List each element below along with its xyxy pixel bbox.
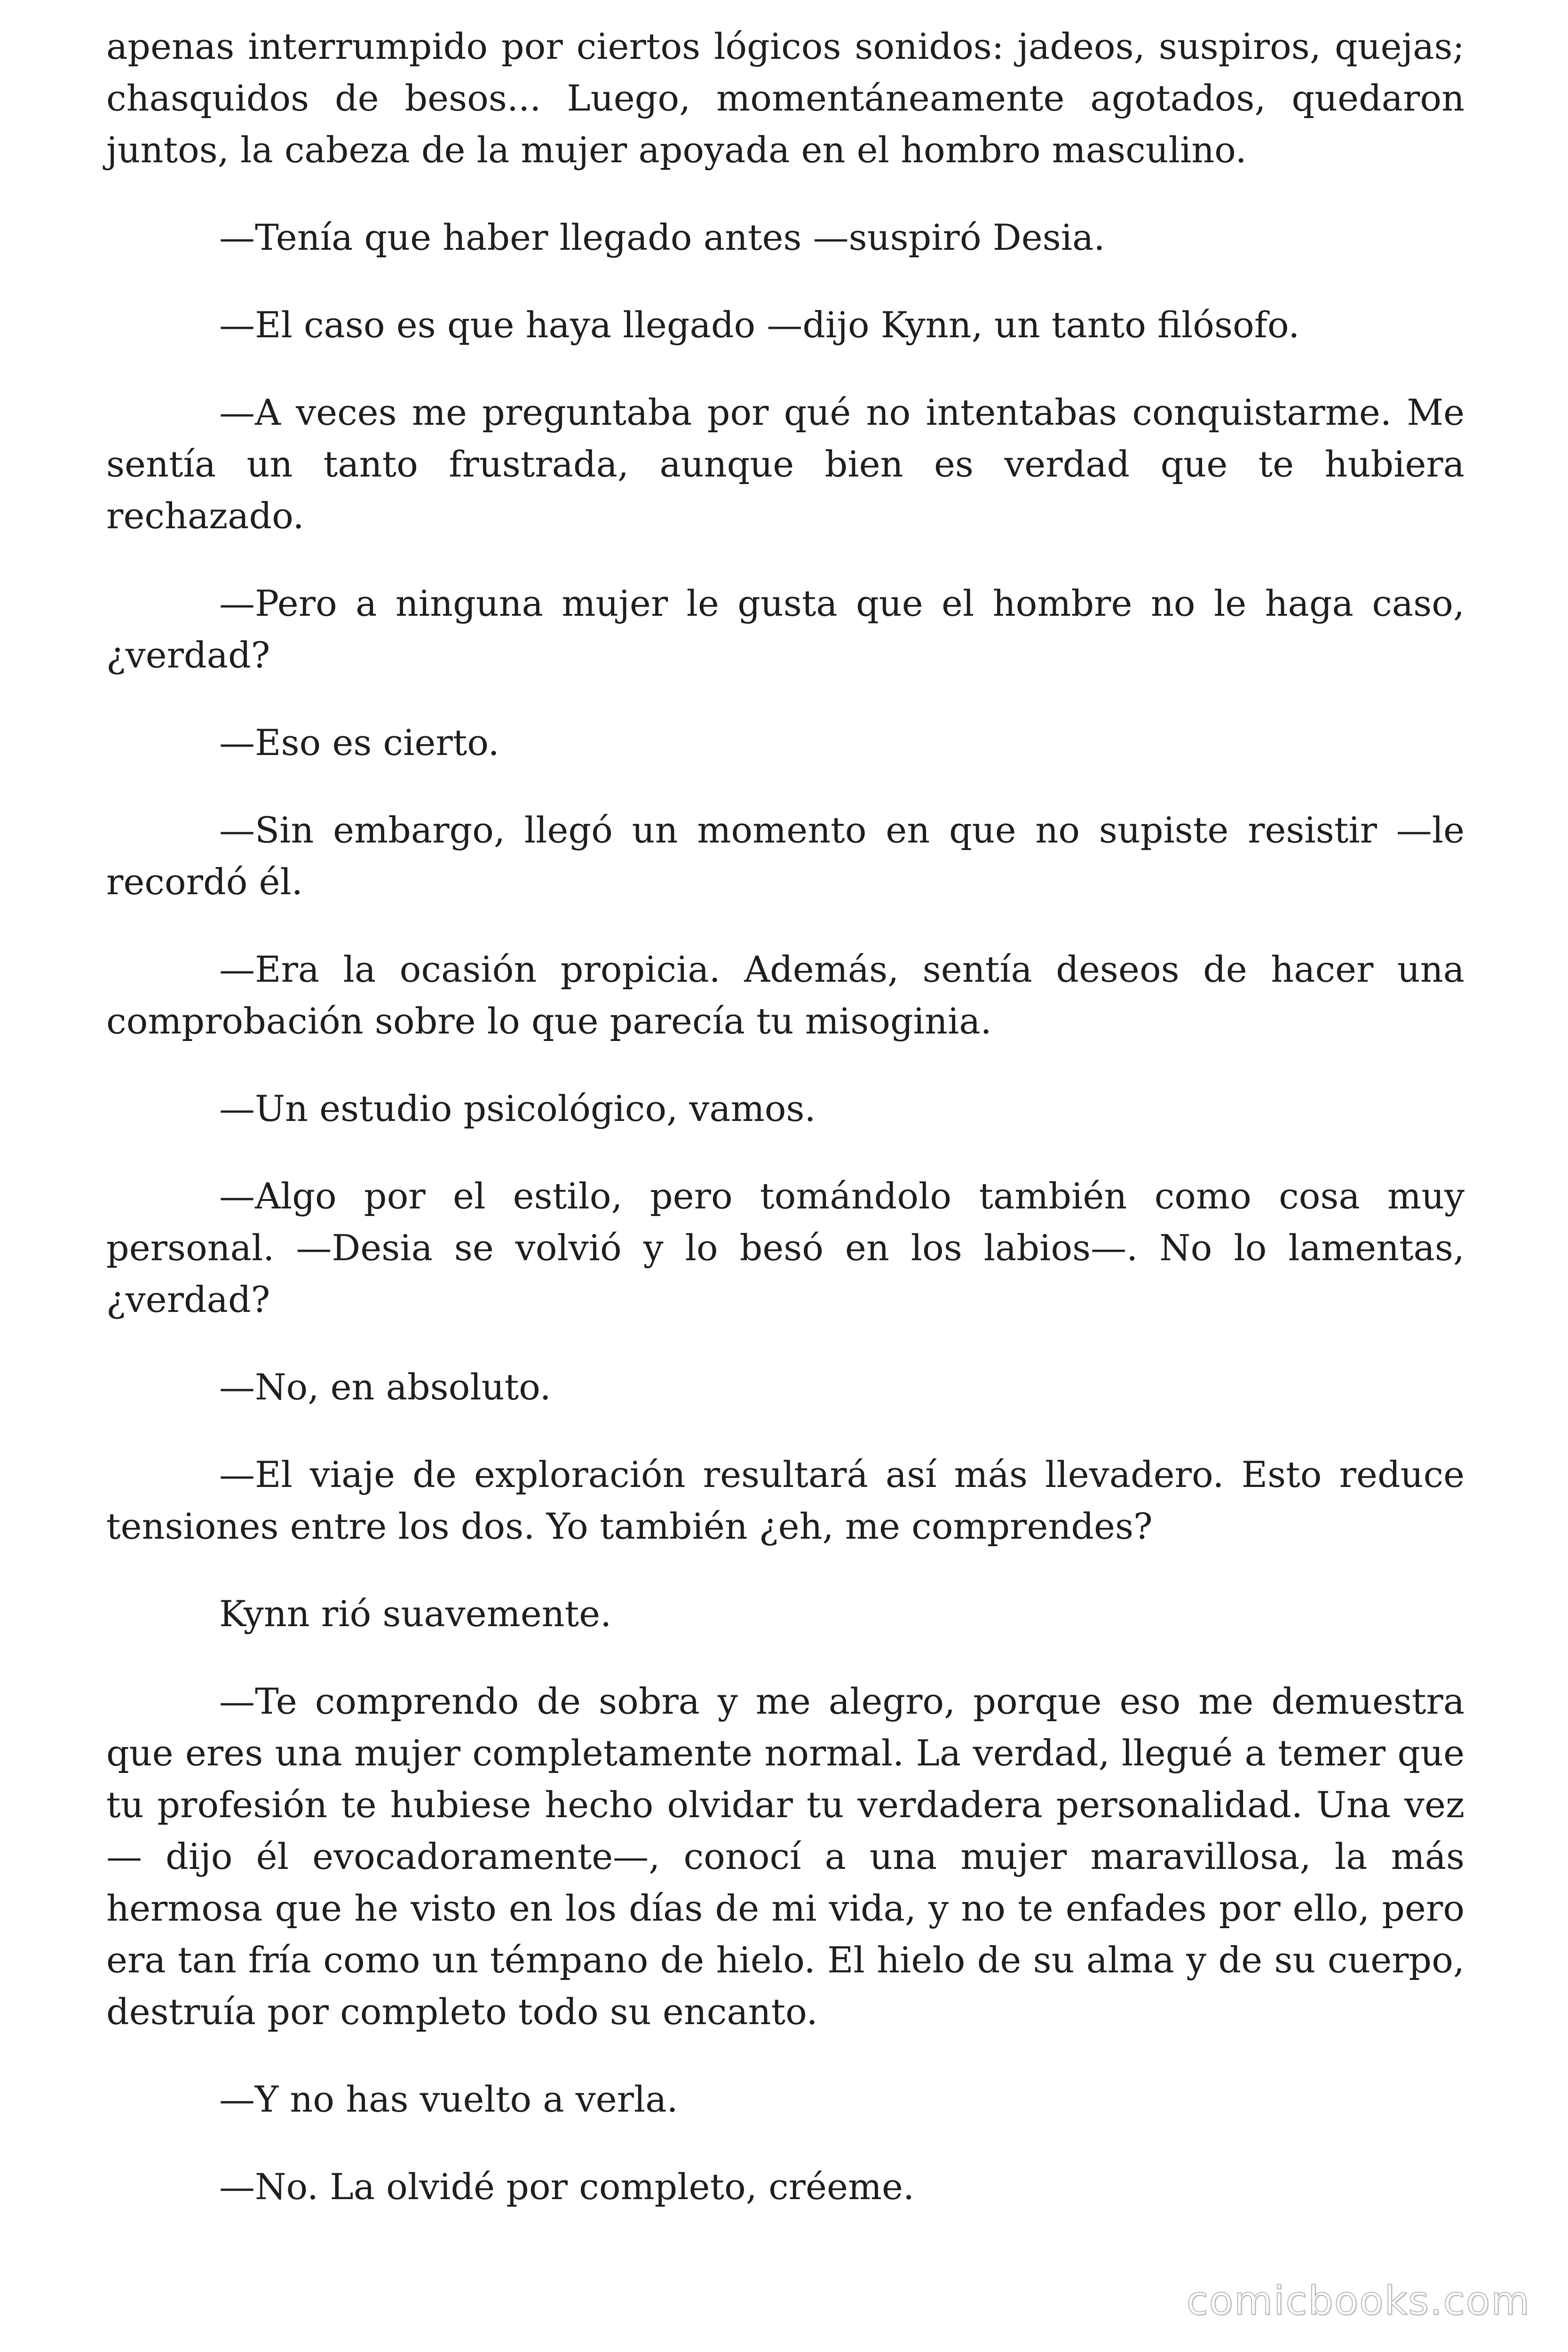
paragraph-continuation: apenas interrumpido por ciertos lógicos sonidos: jadeos, suspiros, quejas; chasquidos de besos... Luego, momentáneamente agotados, quedaron juntos, la cabeza de la mujer apoyada en el hombro masculino.: [106, 25, 1465, 171]
watermark: comicbooks.com: [1186, 2278, 1530, 2324]
paragraph: —Sin embargo, llegó un momento en que no supiste resistir —le recordó él.: [106, 809, 1465, 903]
paragraph: —El caso es que haya llegado —dijo Kynn, un tanto filósofo.: [219, 304, 1300, 346]
paragraph: —Era la ocasión propicia. Además, sentía deseos de hacer una comprobación sobre lo que parecía tu misoginia.: [106, 948, 1465, 1042]
paragraph: Kynn rió suavemente.: [219, 1593, 612, 1635]
paragraph: —No, en absoluto.: [219, 1366, 551, 1408]
paragraph: —A veces me preguntaba por qué no intentabas conquistarme. Me sentía un tanto frustrada, aunque bien es verdad que te hubiera rechazado.: [106, 391, 1465, 537]
paragraph: —El viaje de exploración resultará así más llevadero. Esto reduce tensiones entre los dos. Yo también ¿eh, me comprendes?: [106, 1454, 1465, 1547]
paragraph: —Un estudio psicológico, vamos.: [219, 1088, 816, 1129]
paragraph: —Tenía que haber llegado antes —suspiró Desia.: [219, 216, 1105, 258]
paragraph: —Y no has vuelto a verla.: [219, 2078, 678, 2120]
paragraph: —Pero a ninguna mujer le gusta que el hombre no le haga caso, ¿verdad?: [106, 582, 1465, 676]
paragraph: —Eso es cierto.: [219, 722, 499, 763]
paragraph: —Te comprendo de sobra y me alegro, porque eso me demuestra que eres una mujer completamente normal. La verdad, llegué a temer que tu profesión te hubiese hecho olvidar tu verdadera personalidad. Una vez — dijo él evocadoramente—, conocí a una mujer maravillosa, la más hermosa que he visto en los días de mi vida, y no te enfades por ello, pero era tan fría como un témpano de hielo. El hielo de su alma y de su cuerpo, destruía por completo todo su encanto.: [106, 1680, 1465, 2033]
paragraph: —No. La olvidé por completo, créeme.: [219, 2166, 915, 2208]
book-page-text: [106, 21, 1465, 2213]
paragraph: —Algo por el estilo, pero tomándolo también como cosa muy personal. —Desia se volvió y lo besó en los labios—. No lo lamentas, ¿verdad?: [106, 1175, 1465, 1320]
